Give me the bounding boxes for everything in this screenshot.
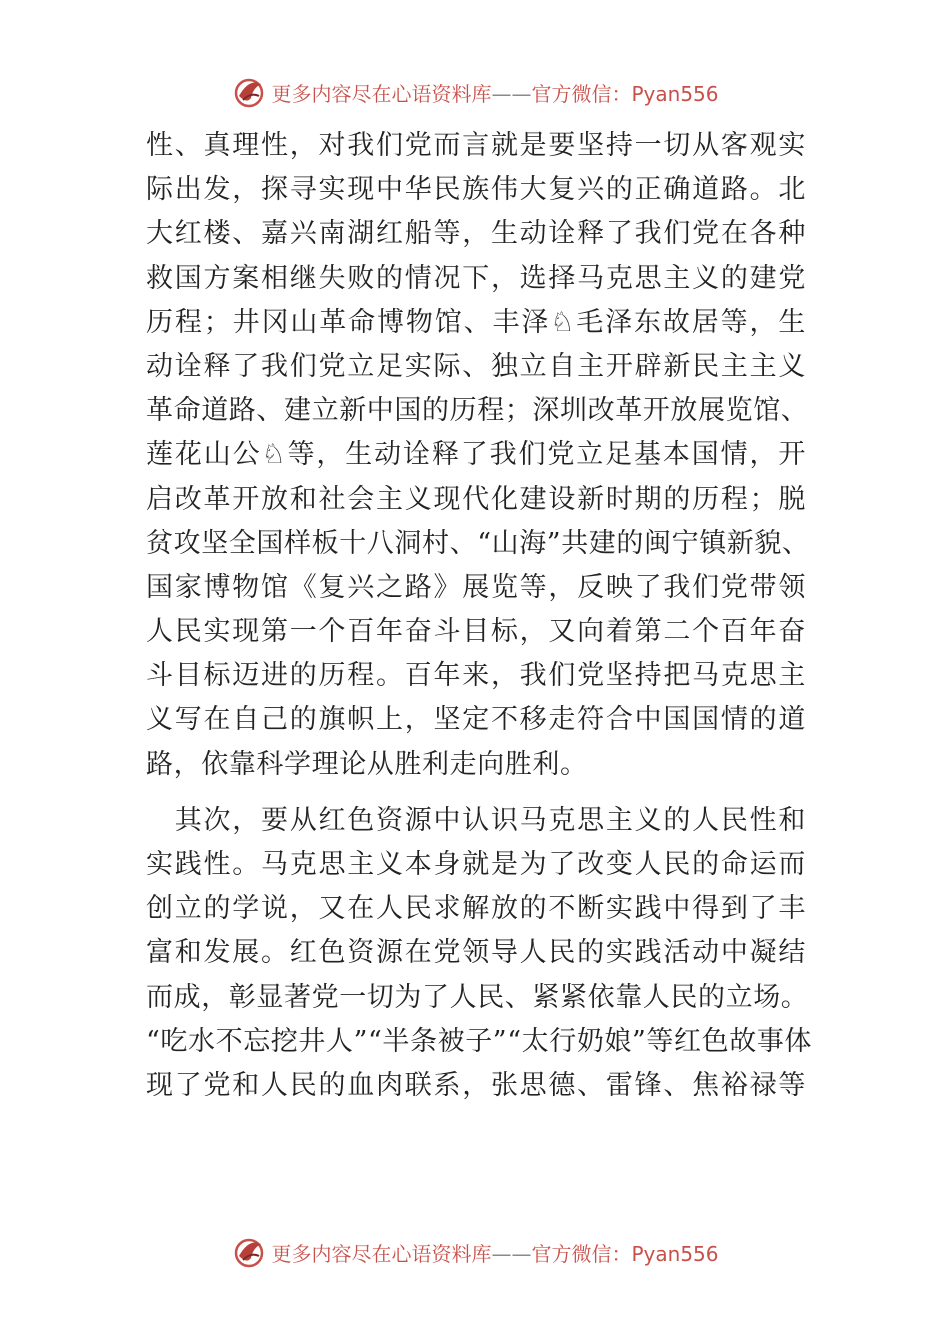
text-line: 斗目标迈进的历程。百年来，我们党坚持把马克思主 xyxy=(146,660,806,692)
header-dash: —— xyxy=(491,81,532,106)
text-line: 富和发展。红色资源在党领导人民的实践活动中凝结 xyxy=(146,937,806,969)
text-line: 国家博物馆《复兴之路》展览等，反映了我们党带领 xyxy=(146,571,806,603)
header-banner xyxy=(0,72,950,112)
text-line: 救国方案相继失败的情况下，选择马克思主义的建党 xyxy=(146,262,806,294)
brand-logo-icon xyxy=(231,74,267,110)
text-line: 路，依靠科学理论从胜利走向胜利。 xyxy=(146,748,588,780)
text-line: 贫攻坚全国样板十八洞村、“山海”共建的闽宁镇新貌、 xyxy=(146,527,810,559)
text-line: 现了党和人民的血肉联系，张思德、雷锋、焦裕禄等 xyxy=(146,1069,806,1101)
document-body xyxy=(146,124,813,1108)
footer-brand: 更多内容尽在心语资料库 xyxy=(271,1241,492,1266)
text-line: 性、真理性，对我们党而言就是要坚持一切从客观实 xyxy=(146,130,806,161)
text-line: 际出发，探寻实现中华民族伟大复兴的正确道路。北 xyxy=(146,174,806,206)
footer-wechat-label: 官方微信： xyxy=(531,1241,632,1266)
footer-banner xyxy=(0,1232,950,1272)
text-line: 大红楼、嘉兴南湖红船等，生动诠释了我们党在各种 xyxy=(146,218,806,250)
text-line: 创立的学说，又在人民求解放的不断实践中得到了丰 xyxy=(146,893,806,925)
text-line: 而成，彰显著党一切为了人民、紧紧依靠人民的立场。 xyxy=(146,981,809,1013)
brand-logo-icon xyxy=(231,1234,267,1270)
footer-text xyxy=(271,1238,718,1267)
header-brand: 更多内容尽在心语资料库 xyxy=(271,81,492,106)
footer-dash: —— xyxy=(491,1241,532,1266)
text-line: 历程；井冈山革命博物馆、丰泽♘毛泽东故居等，生 xyxy=(146,306,806,338)
header-text xyxy=(271,78,718,107)
header-wechat-label: 官方微信： xyxy=(531,81,632,106)
text-line: “吃水不忘挖井人”“半条被子”“太行奶娘”等红色故事体 xyxy=(146,1025,813,1057)
paragraph-1 xyxy=(146,124,810,787)
paragraph-gap xyxy=(146,787,806,799)
text-line: 动诠释了我们党立足实际、独立自主开辟新民主主义 xyxy=(146,350,806,382)
text-line: 启改革开放和社会主义现代化建设新时期的历程；脱 xyxy=(146,483,806,515)
text-line: 义写在自己的旗帜上，坚定不移走符合中国国情的道 xyxy=(146,704,806,736)
text-line: 人民实现第一个百年奋斗目标，又向着第二个百年奋 xyxy=(146,616,806,648)
text-line: 莲花山公♘等，生动诠释了我们党立足基本国情，开 xyxy=(146,439,806,471)
text-line: 革命道路、建立新中国的历程；深圳改革开放展览馆、 xyxy=(146,395,809,427)
text-line: 其次，要从红色资源中认识马克思主义的人民性和 xyxy=(146,804,806,836)
paragraph-2 xyxy=(146,799,813,1108)
header-wechat-id: Pyan556 xyxy=(631,81,719,106)
text-line: 实践性。马克思主义本身就是为了改变人民的命运而 xyxy=(146,849,806,880)
footer-wechat-id: Pyan556 xyxy=(631,1241,719,1266)
